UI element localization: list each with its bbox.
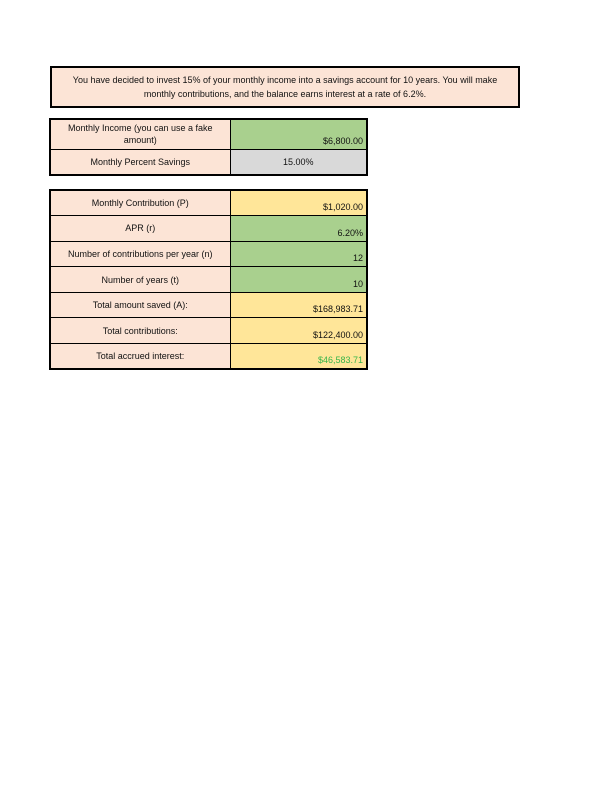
table-row [50, 190, 367, 216]
total-accrued-interest-label: Total accrued interest: [50, 344, 230, 370]
table-row [50, 318, 367, 344]
contributions-per-year-label: Number of contributions per year (n) [50, 241, 230, 267]
results-table [49, 189, 368, 370]
problem-statement-line-2: monthly contributions, and the balance earns interest at a rate of 6.2%. [143, 89, 427, 99]
table-row [50, 149, 367, 175]
total-contributions-cell[interactable]: $122,400.00 [230, 318, 367, 344]
monthly-contribution-label: Monthly Contribution (P) [50, 190, 230, 216]
monthly-income-label: Monthly Income (you can use a fake amount) [50, 119, 230, 149]
monthly-percent-label: Monthly Percent Savings [50, 149, 230, 175]
inputs-table [49, 118, 368, 176]
problem-statement [50, 66, 520, 108]
apr-cell[interactable]: 6.20% [230, 216, 367, 242]
contributions-per-year-cell[interactable]: 12 [230, 241, 367, 267]
total-amount-saved-label: Total amount saved (A): [50, 292, 230, 318]
table-row [50, 344, 367, 370]
table-row [50, 216, 367, 242]
apr-label: APR (r) [50, 216, 230, 242]
table-row [50, 292, 367, 318]
number-of-years-cell[interactable]: 10 [230, 267, 367, 293]
monthly-percent-cell[interactable]: 15.00% [230, 149, 367, 175]
problem-statement-line-1: You have decided to invest 15% of your monthly income into a savings account for 10 years. You will make [72, 75, 498, 85]
table-row [50, 119, 367, 149]
monthly-income-cell[interactable]: $6,800.00 [230, 119, 367, 149]
total-contributions-label: Total contributions: [50, 318, 230, 344]
table-row [50, 241, 367, 267]
total-accrued-interest-cell[interactable]: $46,583.71 [230, 344, 367, 370]
monthly-contribution-cell[interactable]: $1,020.00 [230, 190, 367, 216]
number-of-years-label: Number of years (t) [50, 267, 230, 293]
table-row [50, 267, 367, 293]
total-amount-saved-cell[interactable]: $168,983.71 [230, 292, 367, 318]
